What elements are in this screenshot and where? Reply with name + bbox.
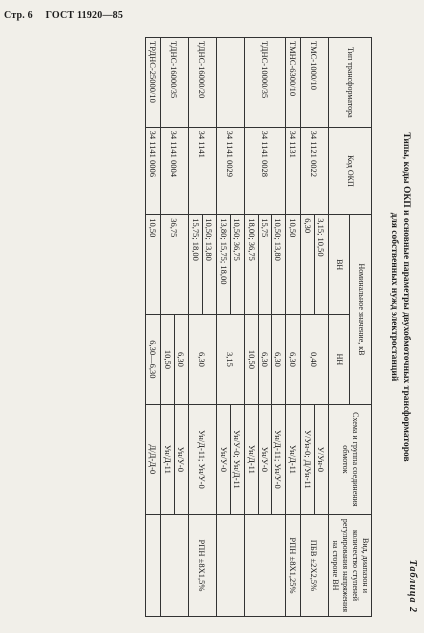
col-nominal: Номинальное значение, кВ xyxy=(350,215,372,405)
cell-nn-value: 6,30—6,30 xyxy=(148,340,158,379)
cell-nn xyxy=(146,315,161,405)
cell-nn-value: 10,50 xyxy=(162,315,175,404)
transformer-table xyxy=(145,37,372,617)
cell-okp: 34 1141 xyxy=(189,127,217,215)
cell-scheme xyxy=(301,404,329,514)
cell-vn xyxy=(189,215,217,315)
cell-scheme xyxy=(189,404,217,514)
cell-nn xyxy=(245,315,286,405)
cell-vn-value: 3,15; 10,50 xyxy=(316,218,326,257)
cell-scheme-value: Ун/У-0 xyxy=(259,405,272,514)
page-number: Стр. 6 xyxy=(4,10,33,21)
cell-nn xyxy=(189,315,217,405)
rotated-table-page xyxy=(22,37,422,617)
cell-regulation xyxy=(217,514,245,616)
cell-scheme xyxy=(245,404,286,514)
col-regulation: Вид, диапазон и количество ступеней регулирования напряжения на стороне ВН xyxy=(329,514,372,616)
cell-type: ТМНС-6300/10 xyxy=(286,38,301,128)
table-label: Таблица 2 xyxy=(407,559,418,613)
cell-nn-value: 6,30 xyxy=(288,351,298,367)
cell-nn-value: 0,40 xyxy=(309,351,320,367)
cell-regulation xyxy=(245,514,286,616)
table-row xyxy=(217,38,245,617)
cell-okp: 34 1141 0028 xyxy=(245,127,286,215)
cell-regulation: ПБВ ±2Х2,5% xyxy=(301,514,329,616)
caption-line-2: для собственных нужд электростанций xyxy=(389,212,399,382)
cell-okp: 34 1121 0022 xyxy=(301,127,329,215)
cell-vn xyxy=(301,215,329,315)
col-scheme: Схема и группа соединения обмоток xyxy=(329,404,372,514)
cell-scheme-value: Ун/Д-11 xyxy=(246,405,259,514)
cell-vn-value: 13,80; 15,75; 18,00 xyxy=(218,215,231,314)
table-row xyxy=(286,38,301,617)
cell-okp: 34 1141 0029 xyxy=(217,127,245,215)
cell-scheme-value: У/Ун-0 xyxy=(316,446,326,472)
cell-vn-value: 15,75; 18,00 xyxy=(190,215,203,314)
cell-scheme-value: Д/Д-Д-0 xyxy=(148,444,158,475)
cell-vn-value: 6,30 xyxy=(302,215,315,314)
col-okp: Код ОКП xyxy=(329,127,372,215)
cell-nn-value: 6,30 xyxy=(197,351,208,367)
cell-vn-value: 10,50; 36,75 xyxy=(232,218,242,261)
table-row xyxy=(301,38,329,617)
caption-line-1: Типы, коды ОКП и основные параметры двухобмоточных трансформаторов xyxy=(401,132,411,462)
cell-vn-value: 10,50; 13,80 xyxy=(204,218,214,261)
cell-vn-value: 36,75 xyxy=(169,218,180,238)
cell-scheme-value: Ун/Д-11 xyxy=(288,444,298,474)
table-row xyxy=(146,38,161,617)
cell-scheme-value: Ун/Д-11; Ун/У-0 xyxy=(273,429,283,489)
cell-okp: 34 1141 0004 xyxy=(161,127,189,215)
cell-nn xyxy=(286,315,301,405)
cell-vn xyxy=(245,215,286,315)
table-row xyxy=(245,38,286,617)
cell-scheme-value: Ун/У-0 xyxy=(218,405,231,514)
cell-okp: 34 1131 xyxy=(286,127,301,215)
cell-type: ТМС-1000/10 xyxy=(301,38,329,128)
cell-nn-value: 3,15 xyxy=(225,351,236,367)
cell-nn-value: 6,30 xyxy=(176,351,186,367)
cell-type xyxy=(217,38,245,128)
table-caption xyxy=(388,67,412,527)
table-row xyxy=(189,38,217,617)
cell-vn-value: 15,75 xyxy=(259,215,272,314)
cell-scheme-value: Ун/Д-11; Ун/У-0 xyxy=(197,429,208,489)
cell-type: ТРДНС-25000/10 xyxy=(146,38,161,128)
cell-scheme xyxy=(217,404,245,514)
cell-type: ТДНС-16000/20 xyxy=(189,38,217,128)
standard-code: ГОСТ 11920—85 xyxy=(45,10,124,21)
cell-regulation xyxy=(161,514,189,616)
cell-scheme xyxy=(161,404,189,514)
cell-scheme-value: Ун/У-0; Ун/Д-11 xyxy=(232,429,242,489)
cell-nn xyxy=(161,315,189,405)
cell-vn xyxy=(161,215,189,315)
cell-scheme-value: У/Ун-0; Д/Ун-11 xyxy=(302,405,315,514)
cell-nn-value: 6,30 xyxy=(273,351,283,367)
cell-vn-value: 10,50 xyxy=(288,218,298,238)
col-type: Тип трансформатора xyxy=(329,38,372,128)
cell-vn xyxy=(286,215,301,315)
cell-nn-value: 10,50 xyxy=(246,315,259,404)
cell-vn-value: 10,50; 13,80 xyxy=(273,218,283,261)
cell-regulation xyxy=(146,514,161,616)
cell-scheme xyxy=(286,404,301,514)
cell-type: ТДНС-10000/35 xyxy=(245,38,286,128)
cell-scheme-value: Ун/Д-11 xyxy=(162,405,175,514)
cell-nn xyxy=(301,315,329,405)
cell-regulation: РПН ±8Х1,5% xyxy=(189,514,217,616)
cell-nn-value: 6,30 xyxy=(259,315,272,404)
cell-type: ТДНС-16000/35 xyxy=(161,38,189,128)
page-header xyxy=(4,10,133,21)
table-row xyxy=(161,38,189,617)
col-nn: НН xyxy=(329,315,351,405)
cell-vn-value: 10,50 xyxy=(148,218,158,238)
cell-regulation: РПН ±8Х1,25% xyxy=(286,514,301,616)
cell-okp: 34 1141 0006 xyxy=(146,127,161,215)
cell-vn xyxy=(146,215,161,315)
col-vn: ВН xyxy=(329,215,351,315)
cell-vn-value: 18,00; 36,75 xyxy=(246,215,259,314)
cell-nn xyxy=(217,315,245,405)
cell-vn xyxy=(217,215,245,315)
cell-scheme-value: Ун/У-0 xyxy=(176,446,186,472)
cell-scheme xyxy=(146,404,161,514)
